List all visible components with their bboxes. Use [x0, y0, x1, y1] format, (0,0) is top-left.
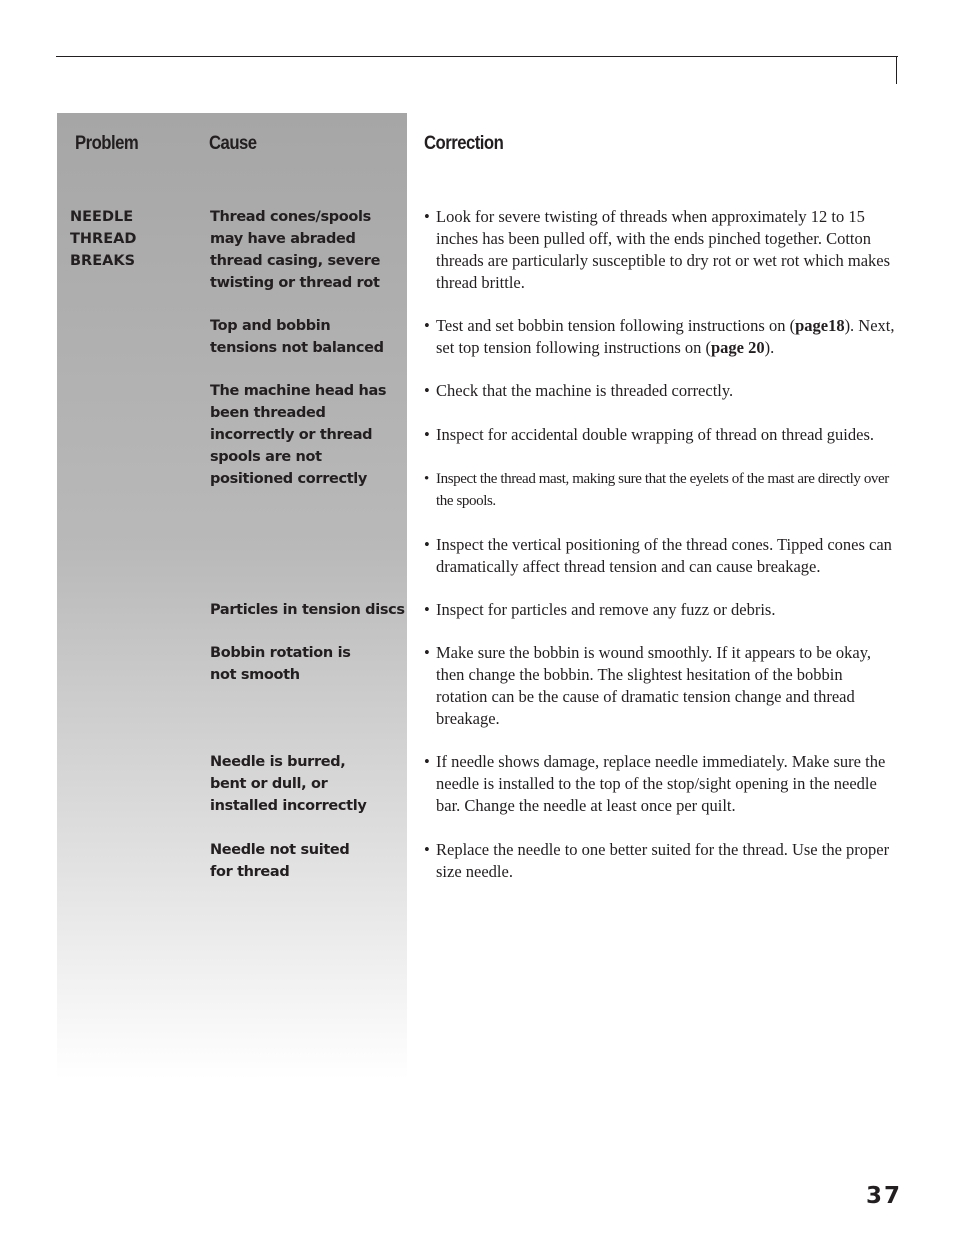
cause-threading: The machine head has been threaded incorrectly or thread spools are not positioned correctly — [210, 383, 387, 487]
page-reference: page18 — [795, 316, 845, 335]
correction-text: Test and set bobbin tension following instructions on ( — [436, 316, 796, 335]
bullet: • — [424, 752, 430, 771]
correction-text: Inspect the thread mast, making sure that the eyelets of the mast are directly over the spools. — [436, 471, 889, 509]
cause-thread-cones: Thread cones/spools may have abraded thread casing, severe twisting or thread rot — [210, 209, 381, 291]
problem-line: NEEDLE — [70, 209, 134, 225]
page-number: 37 — [866, 1183, 903, 1209]
header-problem: Problem — [75, 133, 139, 154]
header-cause: Cause — [209, 133, 257, 154]
correction-text: Look for severe twisting of threads when approximately 12 to 15 inches has been pulled off, with the ends pinched together. Cotton threads are particularly susceptible to dry rot or wet rot which makes thread brittle. — [436, 207, 891, 292]
bullet: • — [424, 207, 430, 226]
correction-text: If needle shows damage, replace needle immediately. Make sure the needle is installed to the top of the stop/sight opening in the needle bar. Change the needle at least once per quilt. — [436, 752, 886, 815]
problem-needle-thread-breaks — [70, 206, 190, 272]
correction-text: ). Next, set top tension following instructions on ( — [436, 316, 895, 357]
bullet: • — [424, 381, 430, 400]
correction-text: Make sure the bobbin is wound smoothly. If it appears to be okay, then change the bobbin. The slightest hesitation of the bobbin rotation can be the cause of dramatic tension change and thread breakage. — [436, 643, 872, 728]
problem-line: THREAD — [70, 231, 137, 247]
header-correction: Correction — [424, 133, 504, 154]
correction-text: Inspect the vertical positioning of the thread cones. Tipped cones can dramatically affect thread tension and can cause breakage. — [436, 535, 892, 576]
cause-bobbin-rotation: Bobbin rotation is not smooth — [210, 645, 351, 683]
cause-tensions: Top and bobbin tensions not balanced — [210, 318, 384, 356]
correction-text: Inspect for particles and remove any fuzz or debris. — [436, 600, 776, 619]
correction-text: Inspect for accidental double wrapping of thread on thread guides. — [436, 425, 875, 444]
correction-item — [424, 534, 898, 578]
correction-text: Replace the needle to one better suited for the thread. Use the proper size needle. — [436, 840, 890, 881]
correction-item — [424, 315, 898, 359]
cause-needle-suitability: Needle not suited for thread — [210, 842, 350, 880]
page-reference: page 20 — [710, 338, 765, 357]
correction-item — [424, 751, 898, 817]
correction-text: ). — [764, 338, 775, 357]
top-rule-end — [896, 56, 897, 84]
problem-line: BREAKS — [70, 253, 136, 269]
correction-text: Check that the machine is threaded correctly. — [436, 381, 734, 400]
correction-item — [424, 468, 898, 512]
cause-needle-damage: Needle is burred, bent or dull, or installed incorrectly — [210, 754, 367, 814]
bullet: • — [424, 471, 429, 487]
correction-item — [424, 424, 898, 446]
correction-item — [424, 380, 898, 402]
bullet: • — [424, 316, 430, 335]
top-rule — [56, 56, 898, 57]
correction-item — [424, 206, 898, 294]
correction-item — [424, 642, 898, 730]
bullet: • — [424, 643, 430, 662]
bullet: • — [424, 840, 430, 859]
correction-item — [424, 839, 898, 883]
bullet: • — [424, 535, 430, 554]
correction-item — [424, 599, 898, 621]
bullet: • — [424, 600, 430, 619]
cause-particles: Particles in tension discs — [210, 602, 405, 618]
bullet: • — [424, 425, 430, 444]
